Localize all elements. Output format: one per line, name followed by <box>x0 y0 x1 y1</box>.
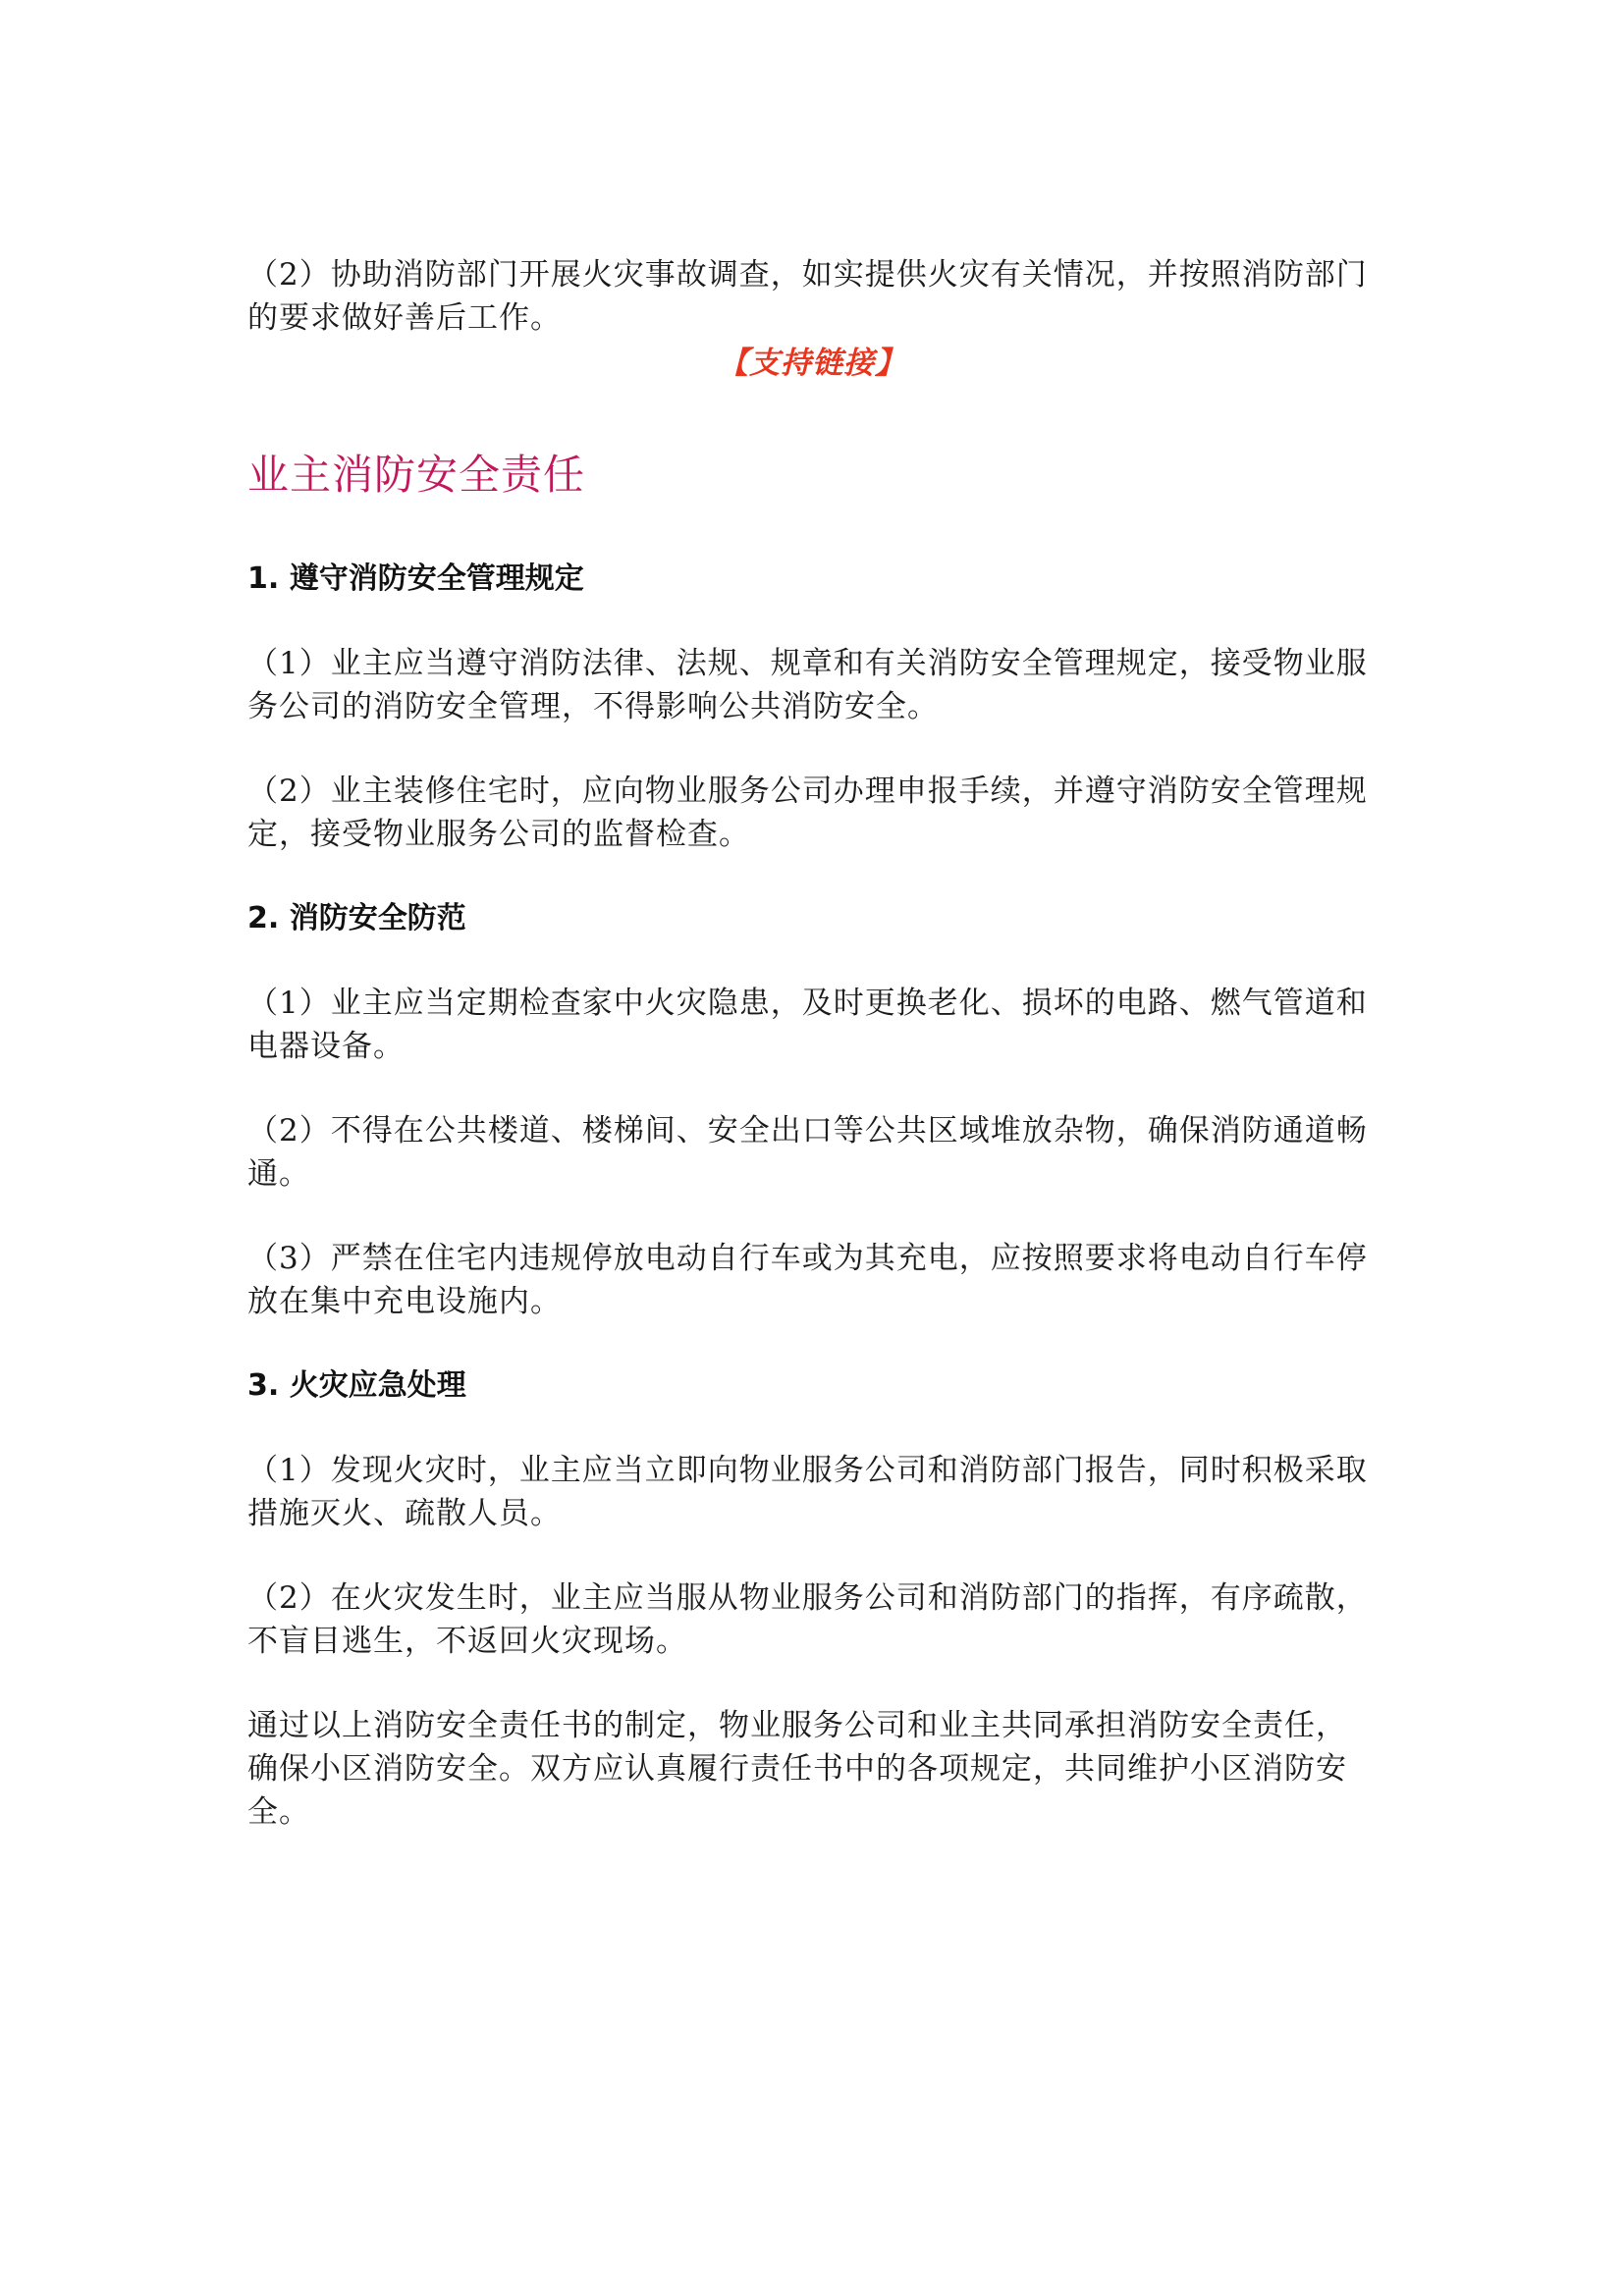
paragraph-3-1: （1）发现火灾时，业主应当立即向物业服务公司和消防部门报告，同时积极采取措施灭火、疏散人员。 <box>247 1453 1368 1531</box>
paragraph-1-2: （2）业主装修住宅时，应向物业服务公司办理申报手续，并遵守消防安全管理规定，接受物业服务公司的监督检查。 <box>247 774 1368 852</box>
paragraph-2-1: （1）业主应当定期检查家中火灾隐患，及时更换老化、损坏的电路、燃气管道和电器设备。 <box>247 986 1368 1064</box>
subsection-heading-2: 2. 消防安全防范 <box>247 901 466 935</box>
paragraph-3-2: （2）在火灾发生时，业主应当服从物业服务公司和消防部门的指挥，有序疏散，不盲目逃生，不返回火灾现场。 <box>247 1580 1368 1659</box>
subsection-heading-3: 3. 火灾应急处理 <box>247 1368 466 1403</box>
conclusion-paragraph: 通过以上消防安全责任书的制定，物业服务公司和业主共同承担消防安全责任，确保小区消防安全。双方应认真履行责任书中的各项规定，共同维护小区消防安全。 <box>247 1708 1347 1830</box>
intro-paragraph: （2）协助消防部门开展火灾事故调查，如实提供火灾有关情况，并按照消防部门的要求做好善后工作。 <box>247 257 1368 336</box>
paragraph-2-2: （2）不得在公共楼道、楼梯间、安全出口等公共区域堆放杂物，确保消防通道畅通。 <box>247 1113 1368 1192</box>
paragraph-2-3: （3）严禁在住宅内违规停放电动自行车或为其充电，应按照要求将电动自行车停放在集中充电设施内。 <box>247 1241 1368 1319</box>
document-body <box>247 253 1377 1875</box>
paragraph-1-1: （1）业主应当遵守消防法律、法规、规章和有关消防安全管理规定，接受物业服务公司的消防安全管理，不得影响公共消防安全。 <box>247 646 1368 724</box>
subsection-heading-1: 1. 遵守消防安全管理规定 <box>247 561 584 596</box>
section-title: 业主消防安全责任 <box>247 451 586 499</box>
support-link[interactable]: 【支持链接】 <box>718 346 906 381</box>
